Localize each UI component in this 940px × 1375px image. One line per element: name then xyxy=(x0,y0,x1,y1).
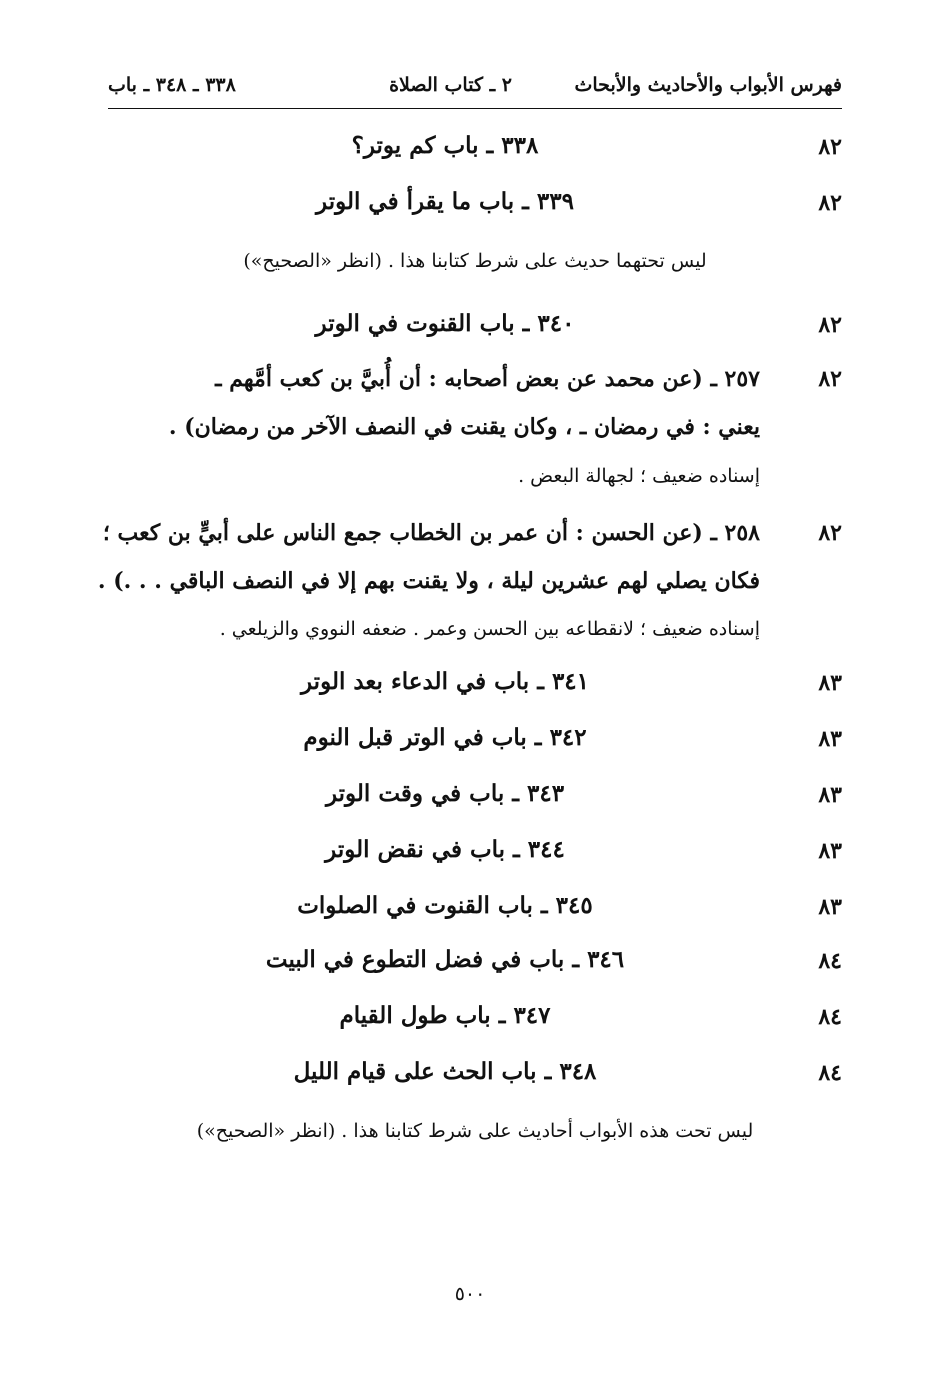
header-chapter-range: ٣٣٨ ـ ٣٤٨ ـ باب xyxy=(108,74,236,96)
running-header xyxy=(108,68,842,109)
page-number: ٨٣ xyxy=(818,726,842,752)
hadith-text: فكان يصلي لهم عشرين ليلة ، ولا يقنت بهم إلا في النصف الباقي . . .) . xyxy=(97,568,760,594)
page-number: ٨٣ xyxy=(818,894,842,920)
index-entry xyxy=(108,664,842,704)
index-entry xyxy=(108,776,842,816)
page-folio: ٥٠٠ xyxy=(454,1283,486,1305)
page-number: ٨٢ xyxy=(818,520,842,546)
page-number: ٨٤ xyxy=(818,1060,842,1086)
chapter-heading: ٣٤٦ ـ باب في فضل التطوع في البيت xyxy=(265,946,625,973)
hadith-text: ٢٥٧ ـ (عن محمد عن بعض أصحابه : أن أُبيَّ بن كعب أمَّهم ـ xyxy=(215,366,760,392)
hadith-text: يعني : في رمضان ـ ، وكان يقنت في النصف الآخر من رمضان) . xyxy=(168,414,760,440)
index-entry xyxy=(108,832,842,872)
header-book-title: ٢ ـ كتاب الصلاة xyxy=(389,74,512,96)
hadith-text: ٢٥٨ ـ (عن الحسن : أن عمر بن الخطاب جمع الناس على أبيٍّ بن كعب ؛ xyxy=(102,520,760,546)
header-index-title: فهرس الأبواب والأحاديث والأبحاث xyxy=(574,74,842,96)
note-line: ليس تحتهما حديث على شرط كتابنا هذا . (انظر «الصحيح») xyxy=(243,250,707,272)
index-entry xyxy=(108,184,842,224)
page-number: ٨٣ xyxy=(818,782,842,808)
index-entry xyxy=(108,888,842,928)
index-entry xyxy=(108,1054,842,1094)
chapter-heading: ٣٣٩ ـ باب ما يقرأ في الوتر xyxy=(316,188,574,215)
chapter-heading: ٣٤١ ـ باب في الدعاء بعد الوتر xyxy=(300,668,590,695)
chapter-heading: ٣٤٧ ـ باب طول القيام xyxy=(339,1002,551,1029)
chapter-heading: ٣٣٨ ـ باب كم يوتر؟ xyxy=(351,132,539,159)
page-number: ٨٣ xyxy=(818,670,842,696)
chapter-heading: ٣٤٣ ـ باب في وقت الوتر xyxy=(325,780,565,807)
page-number: ٨٤ xyxy=(818,1004,842,1030)
chapter-heading: ٣٤٠ ـ باب القنوت في الوتر xyxy=(315,310,575,337)
index-entry xyxy=(108,128,842,168)
hadith-grading: إسناده ضعيف ؛ لجهالة البعض . xyxy=(518,465,760,487)
page-number: ٨٢ xyxy=(818,190,842,216)
page-number: ٨٤ xyxy=(818,948,842,974)
page-number: ٨٢ xyxy=(818,134,842,160)
hadith-entry xyxy=(108,364,842,494)
index-entry xyxy=(108,720,842,760)
chapter-heading: ٣٤٢ ـ باب في الوتر قبل النوم xyxy=(303,724,587,751)
page-number: ٨٣ xyxy=(818,838,842,864)
page-number: ٨٢ xyxy=(818,366,842,392)
chapter-heading: ٣٤٤ ـ باب في نقض الوتر xyxy=(325,836,565,863)
index-entry xyxy=(108,306,842,346)
index-entry xyxy=(108,998,842,1038)
index-entry xyxy=(108,942,842,982)
hadith-entry xyxy=(97,518,842,648)
note-line: ليس تحت هذه الأبواب أحاديث على شرط كتابنا هذا . (انظر «الصحيح») xyxy=(196,1120,754,1142)
page-number: ٨٢ xyxy=(818,312,842,338)
hadith-grading: إسناده ضعيف ؛ لانقطاعه بين الحسن وعمر . ضعفه النووي والزيلعي . xyxy=(219,618,760,640)
chapter-heading: ٣٤٥ ـ باب القنوت في الصلوات xyxy=(297,892,593,919)
chapter-heading: ٣٤٨ ـ باب الحث على قيام الليل xyxy=(293,1058,597,1085)
